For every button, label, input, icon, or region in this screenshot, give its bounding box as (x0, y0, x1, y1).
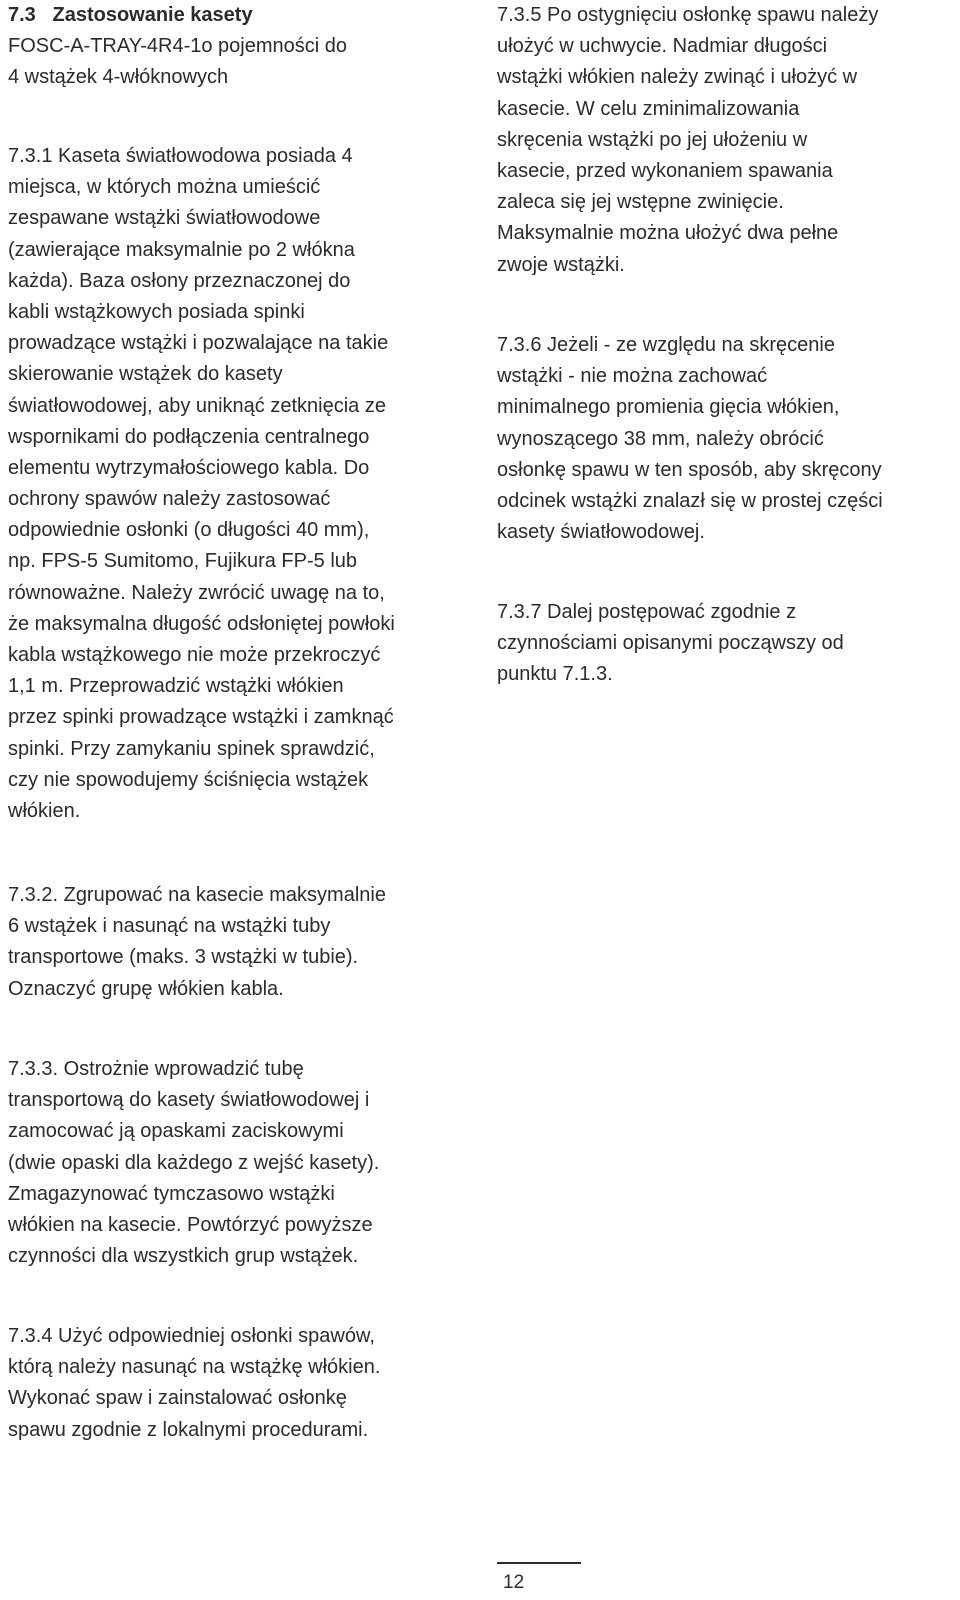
text-line: zamocować ją opaskami zaciskowymi (8, 1120, 344, 1143)
text-line: kasecie. W celu zminimalizowania (497, 97, 800, 120)
text-line: osłonkę spawu w ten sposób, aby skręcony (497, 458, 882, 481)
text-line: kasety światłowodowej. (497, 521, 705, 544)
page-number: 12 (503, 1572, 525, 1593)
text-line: zaleca się jej wstępne zwinięcie. (497, 191, 784, 214)
text-line: kabli wstążkowych posiada spinki (8, 300, 305, 323)
text-line: czynnościami opisanymi począwszy od (497, 632, 844, 655)
text-line: elementu wytrzymałościowego kabla. Do (8, 456, 370, 479)
heading-line-2: FOSC-A-TRAY-4R4-1o pojemności do (8, 35, 348, 58)
text-line: prowadzące wstążki i pozwalające na takie (8, 332, 389, 355)
text-line: transportową do kasety światłowodowej i (8, 1089, 370, 1112)
paragraph-7-3-3 (8, 1054, 379, 1272)
section-heading (8, 0, 347, 94)
text-line: Zmagazynować tymczasowo wstążki (8, 1182, 335, 1205)
text-line: 1,1 m. Przeprowadzić wstążki włókien (8, 675, 344, 698)
text-line: 7.3.1 Kaseta światłowodowa posiada 4 (8, 145, 353, 167)
text-line: odpowiednie osłonki (o długości 40 mm), (8, 519, 370, 542)
text-line: transportowe (maks. 3 wstążki w tubie). (8, 946, 359, 969)
text-line: ułożyć w uchwycie. Nadmiar długości (497, 35, 828, 58)
text-line: każda). Baza osłony przeznaczonej do (8, 269, 351, 292)
text-line: 7.3.2. Zgrupować na kasecie maksymalnie (8, 884, 386, 906)
text-line: minimalnego promienia gięcia włókien, (497, 396, 840, 419)
text-line: zwoje wstążki. (497, 253, 625, 276)
text-line: 7.3.3. Ostrożnie wprowadzić tubę (8, 1058, 304, 1080)
text-line: punktu 7.1.3. (497, 663, 613, 686)
text-line: włókien. (8, 799, 81, 822)
text-line: 7.3.7 Dalej postępować zgodnie z (497, 601, 797, 623)
text-line: Wykonać spaw i zainstalować osłonkę (8, 1387, 347, 1410)
heading-line-3: 4 wstążek 4-włóknowych (8, 66, 229, 89)
text-line: zespawane wstążki światłowodowe (8, 207, 321, 230)
paragraph-7-3-5 (497, 0, 878, 281)
text-line: odcinek wstążki znalazł się w prostej części (497, 489, 883, 512)
heading-title: Zastosowanie kasety (52, 4, 253, 26)
footer-rule (497, 1562, 581, 1564)
text-line: Maksymalnie można ułożyć dwa pełne (497, 222, 839, 245)
paragraph-7-3-7 (497, 597, 844, 691)
heading-number: 7.3 (8, 4, 36, 26)
text-line: spinki. Przy zamykaniu spinek sprawdzić, (8, 737, 375, 760)
text-line: przez spinki prowadzące wstążki i zamknąć (8, 706, 394, 729)
paragraph-7-3-4 (8, 1321, 380, 1446)
text-line: wstążki - nie można zachować (497, 365, 768, 388)
heading-line-1 (8, 0, 347, 31)
text-line: że maksymalna długość odsłoniętej powłoki (8, 612, 395, 635)
paragraph-7-3-2 (8, 880, 386, 1005)
text-line: czynności dla wszystkich grup wstążek. (8, 1245, 359, 1268)
text-line: 7.3.6 Jeżeli - ze względu na skręcenie (497, 334, 835, 356)
text-line: 7.3.5 Po ostygnięciu osłonkę spawu należy (497, 4, 879, 26)
text-line: którą należy nasunąć na wstążkę włókien. (8, 1356, 381, 1379)
text-line: wstążki włókien należy zwinąć i ułożyć w (497, 66, 858, 89)
text-line: równoważne. Należy zwrócić uwagę na to, (8, 581, 385, 604)
text-line: 7.3.4 Użyć odpowiedniej osłonki spawów, (8, 1325, 375, 1347)
text-line: wynoszącego 38 mm, należy obrócić (497, 427, 824, 450)
text-line: (dwie opaski dla każdego z wejść kasety). (8, 1151, 380, 1174)
paragraph-7-3-6 (497, 330, 883, 548)
paragraph-7-3-1 (8, 141, 395, 827)
text-line: kasecie, przed wykonaniem spawania (497, 159, 833, 182)
text-line: włókien na kasecie. Powtórzyć powyższe (8, 1213, 373, 1236)
text-line: spawu zgodnie z lokalnymi procedurami. (8, 1418, 369, 1441)
text-line: skręcenia wstążki po jej ułożeniu w (497, 128, 808, 151)
text-line: Oznaczyć grupę włókien kabla. (8, 977, 284, 1000)
text-line: miejsca, w których można umieścić (8, 176, 321, 199)
text-line: 6 wstążek i nasunąć na wstążki tuby (8, 915, 331, 938)
text-line: wspornikami do podłączenia centralnego (8, 425, 370, 448)
text-line: światłowodowej, aby uniknąć zetknięcia ze (8, 394, 386, 417)
text-line: ochrony spawów należy zastosować (8, 488, 331, 511)
text-line: czy nie spowodujemy ściśnięcia wstążek (8, 768, 369, 791)
text-line: kabla wstążkowego nie może przekroczyć (8, 644, 381, 666)
text-line: (zawierające maksymalnie po 2 włókna (8, 238, 355, 261)
text-line: np. FPS-5 Sumitomo, Fujikura FP-5 lub (8, 550, 358, 573)
text-line: skierowanie wstążek do kasety (8, 363, 283, 386)
